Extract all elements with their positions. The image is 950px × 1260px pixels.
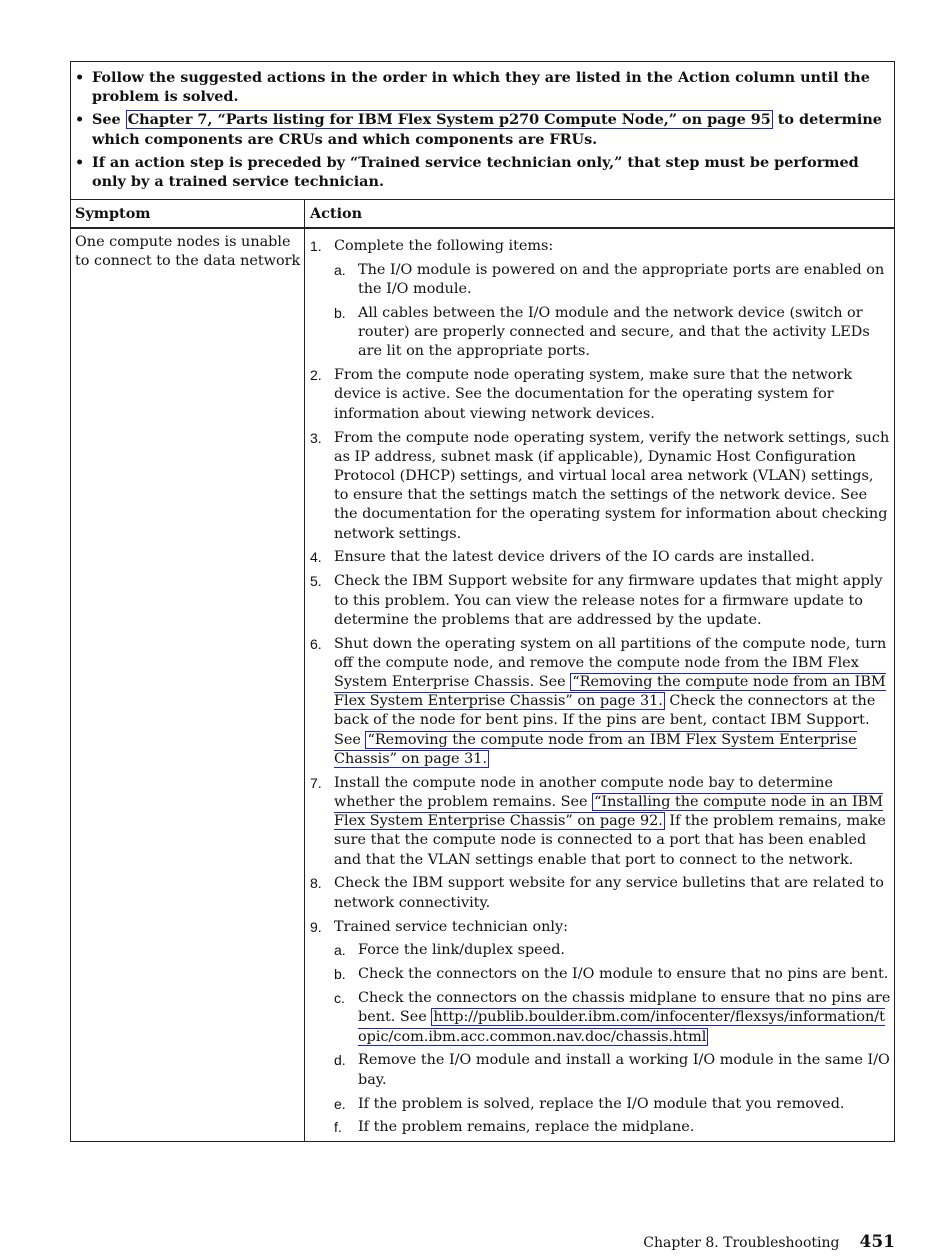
action-step-1b: b. All cables between the I/O module and the network device (switch or router) are properly connected and secure, and that the activity LEDs are lit on the appropriate ports. (334, 304, 870, 360)
action-step-9e: e. If the problem is solved, replace the I/O module that you removed. (334, 1095, 845, 1112)
action-step-9: 9. Trained service technician only: (310, 918, 568, 935)
note-item (75, 68, 888, 107)
chassis-url-link[interactable]: http://publib.boulder.ibm.com/infocenter/flexsys/information/topic/com.ibm.acc.common.nav.doc/chassis.html (358, 1009, 885, 1045)
notes-section (71, 62, 894, 200)
chapter-7-link[interactable]: Chapter 7, “Parts listing for IBM Flex System p270 Compute Node,” on page 95 (127, 111, 771, 129)
action-step-9f: f. If the problem remains, replace the midplane. (334, 1119, 695, 1136)
action-step-7: 7. Install the compute node in another compute node bay to determine whether the problem remains. See “Installing the compute node in an IBM Flex System Enterprise Chassis” on page 92. If the problem remains, make sure that the compute node is connected to a port that has been enabled and that the VLAN settings enable that port to connect to the network. (310, 774, 886, 868)
page-footer (643, 1232, 895, 1252)
symptom-cell: One compute nodes is unable to connect to the data network (71, 229, 305, 1141)
action-step-2: 2. From the compute node operating system, make sure that the network device is active. See the documentation for the operating system for information about viewing network devices. (310, 367, 853, 422)
action-step-9a: a. Force the link/duplex speed. (334, 942, 565, 959)
chapter-label: Chapter 8. Troubleshooting (643, 1235, 840, 1251)
installing-compute-node-link[interactable]: “Installing the compute node in an IBM Flex System Enterprise Chassis” on page 92. (334, 793, 883, 830)
action-step-5: 5. Check the IBM Support website for any firmware updates that might apply to this problem. You can view the release notes for a firmware update to determine the problems that are addressed by the update. (310, 573, 883, 628)
removing-compute-node-link-2[interactable]: “Removing the compute node from an IBM Flex System Enterprise Chassis” on page 31. (334, 731, 857, 767)
note-item (75, 153, 888, 192)
action-step-1: 1. Complete the following items: (310, 237, 554, 254)
note-text: If an action step is preceded by “Trained service technician only,” that step must be performed only by a trained service technician. (92, 153, 859, 191)
header-symptom: Symptom (71, 200, 305, 227)
bullet: • (75, 153, 85, 171)
action-step-9b: b. Check the connectors on the I/O module to ensure that no pins are bent. (334, 966, 889, 983)
note-text: Follow the suggested actions in the order in which they are listed in the Action column until the problem is solved. (92, 69, 870, 106)
header-action: Action (310, 204, 363, 222)
note-item (75, 110, 888, 149)
note-text: See Chapter 7, “Parts listing for IBM Flex System p270 Compute Node,” on page 95 to determine which components are CRUs and which components are FRUs. (92, 111, 882, 148)
troubleshooting-table (70, 61, 895, 1142)
action-step-9d: d. Remove the I/O module and install a working I/O module in the same I/O bay. (334, 1052, 890, 1088)
table-row (71, 229, 894, 1141)
removing-compute-node-link[interactable]: “Removing the compute node from an IBM Flex System Enterprise Chassis” on page 31. (334, 674, 886, 710)
bullet: • (75, 111, 85, 129)
action-step-3: 3. From the compute node operating system, verify the network settings, such as IP address, subnet mask (if applicable), Dynamic Host Configuration Protocol (DHCP) settings, and virtual local area network (VLAN) settings, to ensure that the settings match the settings of the network device. See the documentation for the operating system for information about checking network settings. (310, 429, 890, 542)
page-number: 451 (859, 1232, 895, 1252)
table-header-row (71, 200, 894, 229)
bullet: • (75, 69, 85, 86)
action-step-8: 8. Check the IBM support website for any service bulletins that are related to network connectivity. (310, 875, 884, 911)
action-step-4: 4. Ensure that the latest device drivers of the IO cards are installed. (310, 549, 815, 566)
action-cell (305, 229, 894, 1141)
action-step-1a: a. The I/O module is powered on and the appropriate ports are enabled on the I/O module. (334, 261, 885, 298)
action-step-9c: c. Check the connectors on the chassis midplane to ensure that no pins are bent. See http://publib.boulder.ibm.com/infocenter/flexsys/information/topic/com.ibm.acc.common.nav.doc/chassis.html (334, 990, 891, 1045)
action-step-6: 6. Shut down the operating system on all partitions of the compute node, turn off the compute node, and remove the compute node from the IBM Flex System Enterprise Chassis. See “Removing the compute node from an IBM Flex System Enterprise Chassis” on page 31. Check the connectors at the back of the node for bent pins. If the pins are bent, contact IBM Support. See “Removing the compute node from an IBM Flex System Enterprise Chassis” on page 31. (310, 635, 887, 767)
